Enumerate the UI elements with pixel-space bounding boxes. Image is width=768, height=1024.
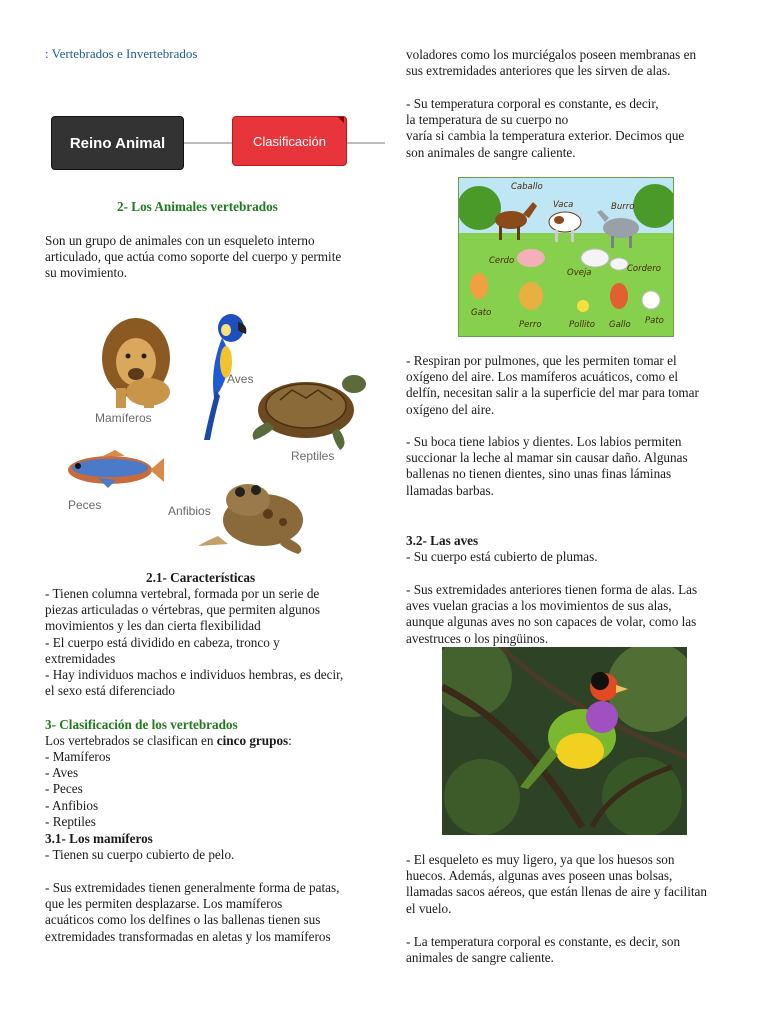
aves-p1: - Su cuerpo está cubierto de plumas. — [406, 549, 598, 564]
right-p1: voladores como los murciégalos poseen membranas en sus extremidades anteriores que les sirven de alas. — [406, 47, 697, 79]
section-3-heading: 3- Clasificación de los vertebrados — [45, 717, 238, 732]
vertebrate-groups-list: - Mamíferos - Aves - Peces - Anfibios - Reptiles — [45, 749, 111, 829]
lead-colon: : — [288, 733, 292, 748]
right-p2: - Su temperatura corporal es constante, es decir, la temperatura de su cuerpo no varía si cambia la temperatura exterior. Decimos que son animales de sangre caliente. — [406, 96, 685, 160]
clasificacion-box: Clasificación — [232, 116, 347, 166]
vertebrates-illustration — [48, 300, 368, 560]
right-p4: - Su boca tiene labios y dientes. Los labios permiten succionar la leche al mamar sin causar daño. Algunas ballenas no tienen dientes, sino unas finas láminas llamadas barbas. — [406, 434, 688, 498]
section-3-lead — [45, 733, 292, 749]
farm-animals-illustration — [458, 177, 674, 337]
lead-text: Los vertebrados se clasifican en — [45, 733, 217, 748]
farm-label-vaca: Vaca — [553, 200, 574, 210]
aves-label: Aves — [227, 372, 254, 386]
section-31-p2: - Sus extremidades tienen generalmente forma de patas, que les permiten desplazarse. Los mamíferos acuáticos como los delfines o las ballenas tienen sus extremidades transformadas en aletas y los mamíferos — [45, 880, 340, 944]
document-header: : Vertebrados e Invertebrados — [45, 46, 198, 61]
farm-label-gato: Gato — [471, 308, 492, 318]
cat-icon — [470, 273, 488, 299]
reino-animal-box: Reino Animal — [51, 116, 184, 170]
farm-label-perro: Perro — [519, 320, 542, 330]
section-21-heading: 2.1- Características — [146, 570, 256, 585]
pig-icon — [517, 249, 545, 267]
lion-icon — [102, 318, 170, 408]
farm-label-pato: Pato — [645, 316, 664, 326]
farm-label-burro: Burro — [611, 202, 635, 212]
section-2-intro: Son un grupo de animales con un esqueleto interno articulado, que actúa como soporte del cuerpo y permite su movimiento. — [45, 233, 342, 281]
corner-icon — [338, 117, 344, 123]
frog-icon — [198, 484, 303, 554]
section-31-p1: - Tienen su cuerpo cubierto de pelo. — [45, 847, 235, 862]
mamiferos-label: Mamíferos — [95, 411, 152, 425]
farm-label-cerdo: Cerdo — [489, 256, 515, 266]
turtle-icon — [253, 375, 366, 450]
aves-p2: - Sus extremidades anteriores tienen forma de alas. Las aves vuelan gracias a los movimientos de sus alas, aunque algunas aves no son capaces de volar, como las avestruces o los pingüinos. — [406, 582, 698, 646]
farm-label-cordero: Cordero — [627, 264, 661, 274]
aves-p3: - El esqueleto es muy ligero, ya que los huesos son huecos. Además, algunas aves poseen unas bolsas, llamadas sacos aéreos, que están llenas de aire y facilitan el vuelo. — [406, 852, 707, 916]
peces-label: Peces — [68, 498, 102, 512]
anfibios-label: Anfibios — [168, 504, 211, 518]
section-32-heading: 3.2- Las aves — [406, 533, 479, 548]
lead-bold: cinco grupos — [216, 733, 289, 748]
section-31-heading: 3.1- Los mamíferos — [45, 831, 153, 846]
farm-label-pollito: Pollito — [569, 320, 595, 330]
section-21-body: - Tienen columna vertebral, formada por un serie de piezas articuladas o vértebras, que permiten algunos movimientos y les dan cierta flexibilidad - El cuerpo está dividido en cabeza, tronco y extremidades - Hay individuos machos e individuos hembras, es decir, el sexo está diferenciado — [45, 586, 344, 699]
vertebrates-svg — [48, 300, 368, 560]
reptiles-label: Reptiles — [291, 449, 335, 463]
right-p3: - Respiran por pulmones, que les permiten tomar el oxígeno del aire. Los mamíferos acuáticos, como el delfín, necesitan salir a la superficie del mar para tomar oxígeno del aire. — [406, 353, 699, 417]
farm-label-gallo: Gallo — [609, 320, 631, 330]
farm-label-oveja: Oveja — [567, 268, 592, 278]
dog-icon — [519, 282, 543, 310]
chick-icon — [577, 300, 589, 312]
section-2-heading: 2- Los Animales vertebrados — [117, 199, 278, 214]
rooster-icon — [610, 283, 628, 309]
aves-p4: - La temperatura corporal es constante, es decir, son animales de sangre caliente. — [406, 934, 681, 966]
gouldian-finch-photo — [442, 647, 687, 835]
fish-icon — [68, 450, 164, 488]
duck-icon — [642, 291, 660, 309]
farm-label-caballo: Caballo — [511, 182, 543, 192]
finch-svg — [442, 647, 687, 835]
